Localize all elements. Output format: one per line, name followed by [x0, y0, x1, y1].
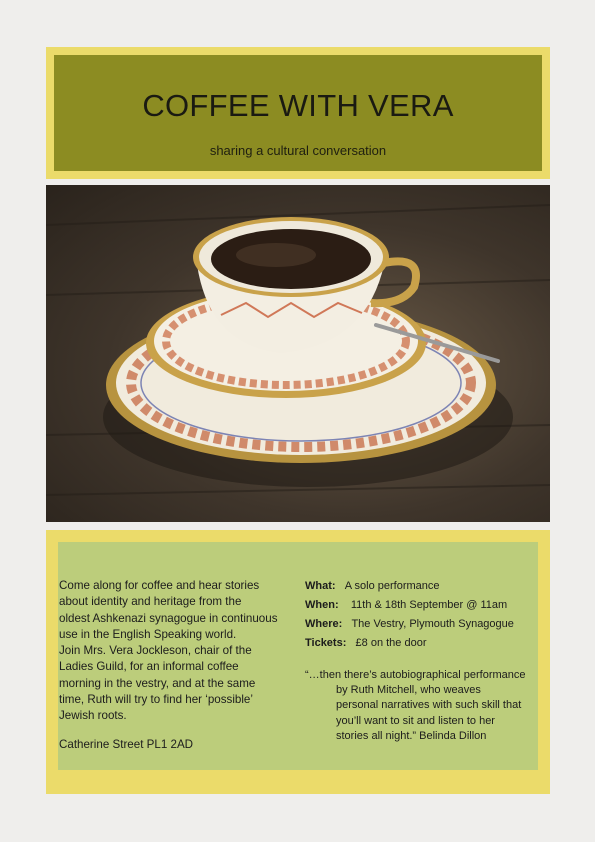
event-description: Come along for coffee and hear stories about identity and heritage from the oldest Ashkenazi synagogue in continuous use in the English Speaking world. Join Mrs. Vera Jockleson, chair of the Ladies Guild, for an informal coffee morning in the vestry, and at the same time, Ruth will try to find her ‘possible’ Jewish roots. [59, 579, 278, 723]
when-value: 11th & 18th September @ 11am [350, 599, 508, 611]
what-row [305, 577, 514, 596]
event-address: Catherine Street PL1 2AD [59, 738, 194, 751]
tickets-value: £8 on the door [355, 637, 427, 649]
what-label: What: [305, 580, 336, 592]
quote-first-line: “…then there’s autobiographical performance [305, 669, 526, 681]
when-row [305, 596, 514, 615]
tickets-row [305, 634, 514, 653]
page-subtitle: sharing a cultural conversation [209, 143, 387, 158]
event-details [305, 577, 514, 653]
where-label: Where: [305, 618, 343, 630]
what-value: A solo performance [344, 580, 440, 592]
coffee-photo [46, 185, 550, 522]
where-row [305, 615, 514, 634]
header-panel [54, 55, 542, 171]
page-title: COFFEE WITH VERA [142, 88, 454, 123]
when-label: When: [305, 599, 339, 611]
where-value: The Vestry, Plymouth Synagogue [351, 618, 514, 630]
tickets-label: Tickets: [305, 637, 347, 649]
coffee-cup-icon [46, 185, 550, 522]
quote-rest: by Ruth Mitchell, who weaves personal narratives with such skill that you’ll want to sit and listen to her stories all night.” Belinda Dillon [336, 684, 522, 742]
review-quote [305, 668, 540, 744]
